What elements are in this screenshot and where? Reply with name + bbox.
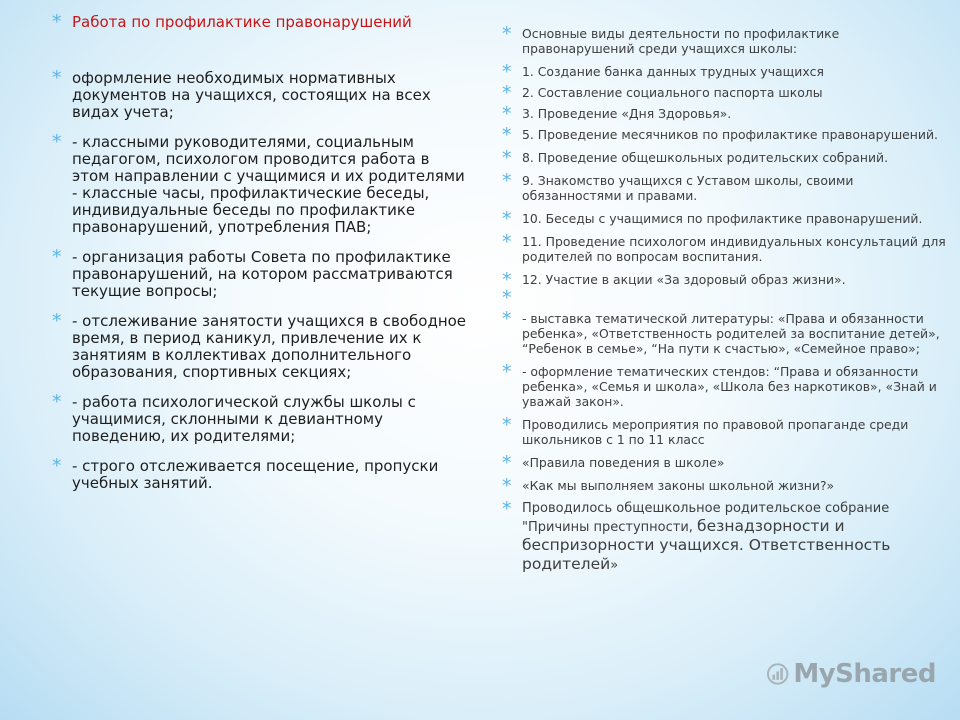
right-list-item: * 1. Создание банка данных трудных учащихся — [502, 61, 824, 83]
right-list-item: * 3. Проведение «Дня Здоровья». — [502, 103, 732, 125]
right-list-item: * - выставка тематической литературы: «Права и обязанности ребенка», «Ответственность родителей за воспитание детей», “Ребенок в семье», “На пути к счастью», «Семейное право»; — [502, 308, 940, 356]
bullet-star-icon: * — [502, 82, 512, 104]
myshared-logo-icon — [766, 656, 789, 692]
myshared-watermark — [766, 654, 936, 694]
right-list-item: * 8. Проведение общешкольных родительских собраний. — [502, 147, 889, 169]
bullet-star-icon: * — [502, 308, 512, 330]
bullet-star-icon: * — [52, 310, 62, 332]
bullet-star-icon: * — [52, 246, 62, 268]
bullet-star-icon: * — [502, 124, 512, 146]
bullet-star-icon: * — [502, 287, 512, 309]
left-list-item: * - отслеживание занятости учащихся в свободное время, в период каникул, привлечение их к занятиям в коллективах дополнительного образования, спортивных секциях; — [52, 310, 467, 381]
right-list-item: * 11. Проведение психологом индивидуальных консультаций для родителей по вопросам воспитания. — [502, 231, 946, 264]
bullet-star-icon: * — [502, 23, 512, 45]
left-list-item: * - работа психологической службы школы с учащимися, склонными к девиантному поведению, их родителями; — [52, 391, 416, 445]
right-list-item: * Основные виды деятельности по профилактике правонарушений среди учащихся школы: — [502, 23, 840, 56]
right-list-item-empty — [502, 287, 946, 309]
watermark-text: MyShared — [793, 659, 936, 689]
right-list-item: * Проводились мероприятия по правовой пропаганде среди школьников с 1 по 11 класс — [502, 414, 909, 447]
left-column — [52, 11, 470, 505]
bullet-star-icon: * — [52, 391, 62, 413]
bullet-star-icon: * — [502, 414, 512, 436]
bullet-star-icon: * — [502, 103, 512, 125]
left-list-item: * оформление необходимых нормативных документов на учащихся, состоящих на всех видах учета; — [52, 67, 431, 121]
left-list-item: * - классными руководителями, социальным педагогом, психологом проводится работа в этом направлении с учащимися и их родителями - классные часы, профилактические беседы, индивидуальные беседы по профилактике правонарушений, употребления ПАВ; — [52, 131, 465, 236]
right-list-item: * 5. Проведение месячников по профилактике правонарушений. — [502, 124, 938, 146]
right-list-item-parent-meeting: * Проводилось общешкольное родительское собрание "Причины преступности, безнадзорности и беспризорности учащихся. Ответственность родителей» — [502, 498, 891, 573]
right-list-item: * 10. Беседы с учащимися по профилактике правонарушений. — [502, 208, 923, 230]
left-list-item: * - строго отслеживается посещение, пропуски учебных занятий. — [52, 455, 439, 492]
left-list-item: * - организация работы Совета по профилактике правонарушений, на котором рассматриваются текущие вопросы; — [52, 246, 453, 300]
bullet-star-icon: * — [52, 11, 62, 33]
bullet-star-icon: * — [502, 498, 512, 520]
bullet-star-icon: * — [502, 231, 512, 253]
right-list-item: * 2. Составление социального паспорта школы — [502, 82, 823, 104]
bullet-star-icon: * — [502, 61, 512, 83]
bullet-star-icon: * — [502, 452, 512, 474]
right-list-item: * - оформление тематических стендов: “Права и обязанности ребенка», «Семья и школа», «Школа без наркотиков», «Знай и уважай закон». — [502, 361, 937, 409]
bullet-star-icon: * — [502, 475, 512, 497]
bullet-star-icon: * — [502, 208, 512, 230]
section-title: * Работа по профилактике правонарушений — [52, 11, 412, 33]
right-list-item: * «Как мы выполняем законы школьной жизни?» — [502, 475, 835, 497]
bullet-star-icon: * — [52, 67, 62, 89]
right-column — [502, 23, 946, 582]
right-list-item: * 9. Знакомство учащихся с Уставом школы, своими обязанностями и правами. — [502, 170, 854, 203]
bullet-star-icon: * — [502, 170, 512, 192]
bullet-star-icon: * — [502, 361, 512, 383]
bullet-star-icon: * — [52, 455, 62, 477]
bullet-star-icon: * — [502, 269, 512, 291]
right-list-item: * «Правила поведения в школе» — [502, 452, 725, 474]
right-list-item: * 12. Участие в акции «За здоровый образ жизни». — [502, 269, 846, 291]
bullet-star-icon: * — [502, 147, 512, 169]
bullet-star-icon: * — [52, 131, 62, 153]
